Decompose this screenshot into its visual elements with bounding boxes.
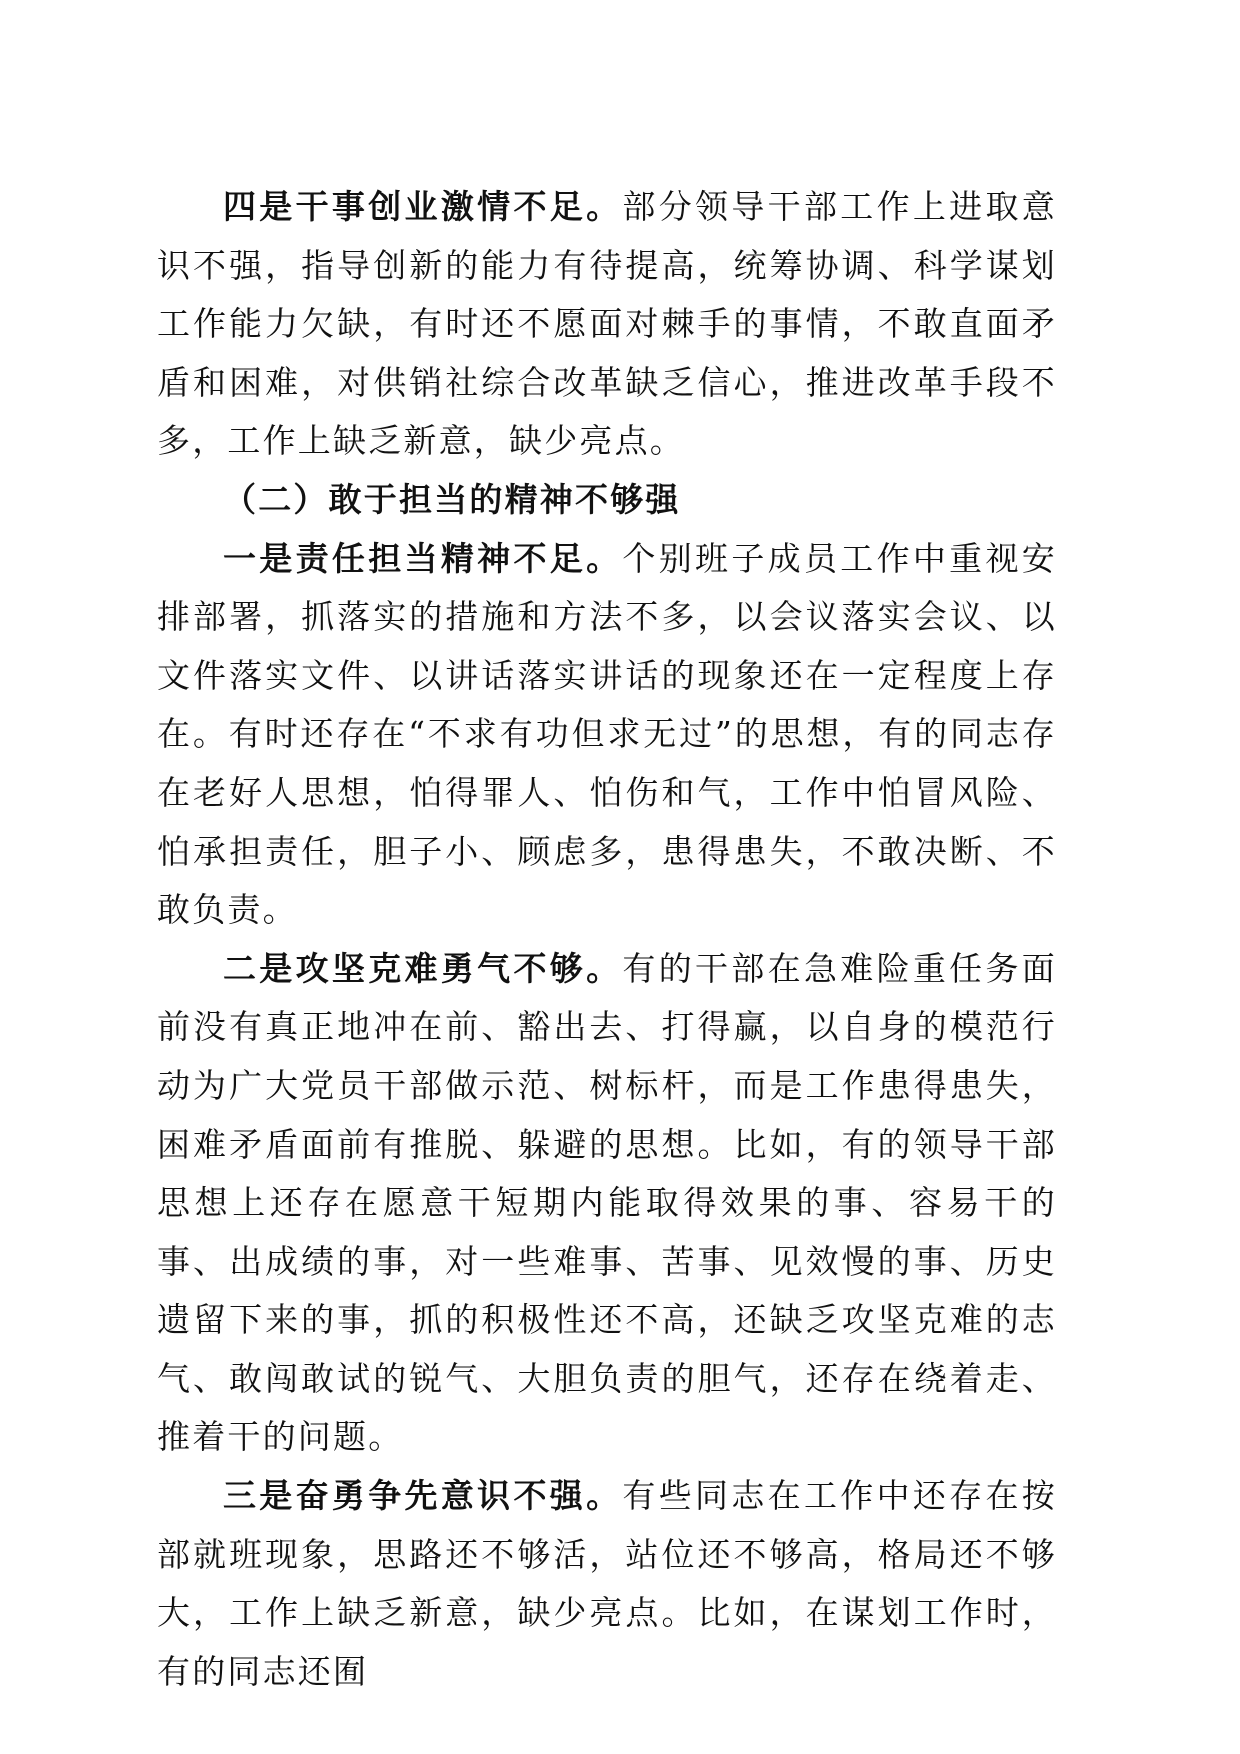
- paragraph-3: [157, 1467, 1057, 1701]
- document-body: [157, 178, 1057, 1701]
- paragraph-text: 部分领导干部工作上进取意识不强，指导创新的能力有待提高，统筹协调、科学谋划工作能力欠缺，有时还不愿面对棘手的事情，不敢直面矛盾和困难，对供销社综合改革缺乏信心，推进改革手段不多，工作上缺乏新意，缺少亮点。: [157, 187, 1058, 461]
- paragraph-lead: 三是奋勇争先意识不强。: [223, 1476, 623, 1516]
- paragraph-lead: 四是干事创业激情不足。: [223, 187, 623, 226]
- paragraph-4: [157, 178, 1057, 471]
- paragraph-text: 有的干部在急难险重任务面前没有真正地冲在前、豁出去、打得赢，以自身的模范行动为广大党员干部做示范、树标杆，而是工作患得患失，困难矛盾面前有推脱、躲避的思想。比如，有的领导干部思想上还存在愿意干短期内能取得效果的事、容易干的事、出成绩的事，对一些难事、苦事、见效慢的事、历史遗留下来的事，抓的积极性还不高，还缺乏攻坚克难的志气、敢闯敢试的锐气、大胆负责的胆气，还存在绕着走、推着干的问题。: [157, 948, 1058, 1457]
- paragraph-text: 个别班子成员工作中重视安排部署，抓落实的措施和方法不多，以会议落实会议、以文件落实文件、以讲话落实讲话的现象还在一定程度上存在。有时还存在“不求有功但求无过”的思想，有的同志存在老好人思想，怕得罪人、怕伤和气，工作中怕冒风险、怕承担责任，胆子小、顾虑多，患得患失，不敢决断、不敢负责。: [157, 538, 1058, 930]
- paragraph-lead: 二是攻坚克难勇气不够。: [223, 948, 623, 988]
- paragraph-1: [157, 530, 1057, 940]
- paragraph-text: 有些同志在工作中还存在按部就班现象，思路还不够活，站位还不够高，格局还不够大，工作上缺乏新意，缺少亮点。比如，在谋划工作时，有的同志还囿: [157, 1476, 1058, 1691]
- paragraph-lead: 一是责任担当精神不足。: [223, 538, 623, 578]
- section-heading: （二）敢于担当的精神不够强: [223, 479, 681, 519]
- paragraph-2: [157, 940, 1057, 1467]
